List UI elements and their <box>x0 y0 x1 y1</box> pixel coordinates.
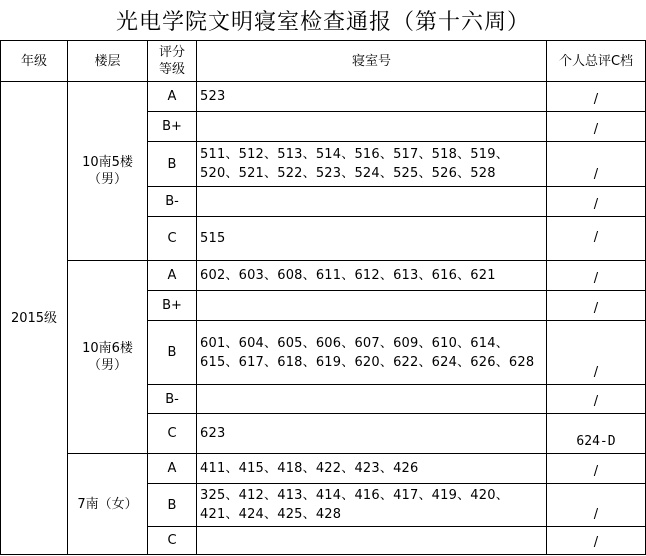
rooms-cell <box>197 527 547 555</box>
level-cell: B- <box>148 187 197 217</box>
header-floor: 楼层 <box>68 41 148 82</box>
table-row <box>1 454 646 484</box>
level-cell: B+ <box>148 291 197 321</box>
rooms-cell: 511、512、513、514、516、517、518、519、520、521、522、523、524、525、526、528 <box>197 142 547 187</box>
rooms-cell: 602、603、608、611、612、613、616、621 <box>197 261 547 291</box>
table-row <box>1 261 646 291</box>
personal-cell: / <box>547 82 646 112</box>
personal-cell: / <box>547 142 646 187</box>
rooms-cell: 411、415、418、422、423、426 <box>197 454 547 484</box>
header-rooms: 寝室号 <box>197 41 547 82</box>
rooms-cell: 523 <box>197 82 547 112</box>
rooms-cell: 623 <box>197 414 547 454</box>
personal-cell: / <box>547 321 646 385</box>
level-cell: A <box>148 454 197 484</box>
header-personal: 个人总评C档 <box>547 41 646 82</box>
rooms-cell <box>197 291 547 321</box>
building-cell <box>68 82 148 261</box>
personal-cell: / <box>547 112 646 142</box>
level-cell: B <box>148 142 197 187</box>
building-gender: （男） <box>87 172 127 187</box>
level-cell: C <box>148 217 197 261</box>
personal-cell: / <box>547 261 646 291</box>
rooms-cell: 515 <box>197 217 547 261</box>
header-rating-line2: 等级 <box>158 62 185 77</box>
rooms-cell <box>197 187 547 217</box>
personal-cell: / <box>547 385 646 414</box>
personal-cell: / <box>547 217 646 261</box>
grade-cell: 2015级 <box>1 82 68 555</box>
inspection-table <box>0 40 646 555</box>
level-cell: C <box>148 414 197 454</box>
personal-cell: / <box>547 187 646 217</box>
personal-cell: / <box>547 291 646 321</box>
rooms-cell <box>197 112 547 142</box>
level-cell: B <box>148 484 197 527</box>
header-row <box>1 41 646 82</box>
rooms-cell <box>197 385 547 414</box>
building-name: 10南5楼 <box>82 155 133 170</box>
personal-cell: / <box>547 454 646 484</box>
building-gender: （男） <box>87 358 127 373</box>
rooms-cell: 325、412、413、414、416、417、419、420、421、424、425、428 <box>197 484 547 527</box>
level-cell: B- <box>148 385 197 414</box>
header-rating <box>148 41 197 82</box>
header-grade: 年级 <box>1 41 68 82</box>
level-cell: B <box>148 321 197 385</box>
personal-cell: 624-D <box>547 414 646 454</box>
rooms-cell: 601、604、605、606、607、609、610、614、615、617、618、619、620、622、624、626、628 <box>197 321 547 385</box>
level-cell: A <box>148 82 197 112</box>
page-title: 光电学院文明寝室检查通报（第十六周） <box>115 9 530 35</box>
building-cell <box>68 261 148 454</box>
building-name: 10南6楼 <box>82 341 133 356</box>
level-cell: A <box>148 261 197 291</box>
header-rating-line1: 评分 <box>158 45 185 60</box>
building-cell <box>68 454 148 555</box>
personal-cell: / <box>547 484 646 527</box>
level-cell: B+ <box>148 112 197 142</box>
building-name: 7南（女） <box>77 496 138 512</box>
table-row <box>1 82 646 112</box>
personal-cell: / <box>547 527 646 555</box>
level-cell: C <box>148 527 197 555</box>
